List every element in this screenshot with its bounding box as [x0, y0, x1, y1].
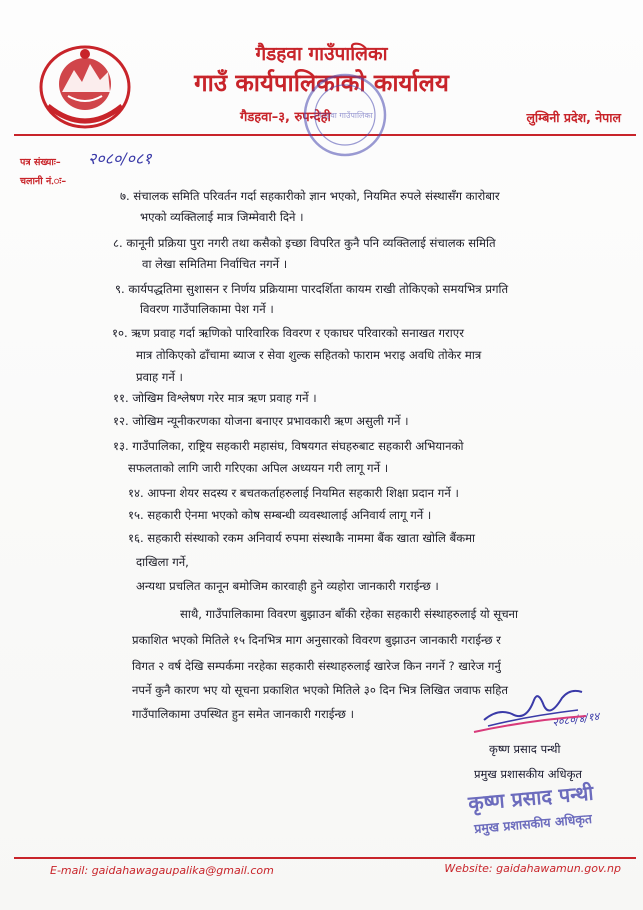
footer-email: E-mail: gaidahawagaupalika@gmail.com: [50, 864, 274, 877]
body-line: प्रवाह गर्ने ।: [136, 370, 183, 384]
letter-number-value: २०८०/०८१: [88, 149, 152, 168]
body-line: १३. गाउँपालिका, राष्ट्रिय सहकारी महासंघ, विषयगत संघहरुबाट सहकारी अभियानको: [113, 439, 464, 453]
signature-date: २०८०/४/१४: [551, 709, 601, 730]
body-line: ११. जोखिम विश्लेषण गरेर मात्र ऋण प्रवाह गर्ने ।: [113, 391, 317, 405]
footer-website: Website: gaidahawamun.gov.np: [444, 862, 621, 875]
body-line: प्रकाशित भएको मितिले १५ दिनभित्र माग अनुसारको विवरण बुझाउन जानकारी गराईन्छ र: [132, 633, 501, 647]
body-line: भएको व्यक्तिलाई मात्र जिम्मेवारी दिने ।: [140, 210, 304, 224]
province-name: लुम्बिनी प्रदेश, नेपाल: [526, 110, 621, 125]
office-address: गैडहवा–३, रुपन्देही: [240, 110, 331, 125]
body-line: १२. जोखिम न्यूनीकरणका योजना बनाएर प्रभावकारी ऋण असुली गर्ने ।: [113, 414, 409, 428]
office-seal-icon: [300, 70, 390, 160]
body-line: साथै, गाउँपालिकामा विवरण बुझाउन बाँकी रहेका सहकारी संस्थाहरुलाई यो सूचना: [180, 607, 518, 621]
body-line: ९. कार्यपद्धतिमा सुशासन र निर्णय प्रक्रियामा पारदर्शिता कायम राखी तोकिएको समयभित्र प्रगति: [115, 282, 509, 296]
municipality-name: गैडहवा गाउँपालिका: [255, 43, 388, 65]
signatory-name: कृष्ण प्रसाद पन्थी: [489, 742, 561, 756]
body-line: मात्र तोकिएको ढाँचामा ब्याज र सेवा शुल्क सहितको फाराम भराइ अवधि तोकेर मात्र: [136, 348, 482, 362]
body-line: १०. ऋण प्रवाह गर्दा ऋणिको पारिवारिक विवरण र एकाघर परिवारको सनाखत गराएर: [112, 326, 464, 340]
body-line: १४. आफ्ना शेयर सदस्य र बचतकर्ताहरुलाई नियमित सहकारी शिक्षा प्रदान गर्ने ।: [128, 486, 459, 500]
body-line: विवरण गाउँपालिकामा पेश गर्ने ।: [140, 302, 274, 316]
body-line: सफलताको लागि जारी गरिएका अपिल अध्ययन गरी लागू गर्ने ।: [128, 461, 389, 475]
body-line: ७. संचालक समिति परिवर्तन गर्दा सहकारीको ज्ञान भएको, नियमित रुपले संस्थासँग कारोबार: [120, 189, 500, 203]
body-line: १५. सहकारी ऐनमा भएको कोष सम्बन्धी व्यवस्थालाई अनिवार्य लागू गर्ने ।: [128, 508, 432, 522]
body-line: वा लेखा समितिमा निर्वाचित नगर्ने ।: [142, 257, 288, 271]
body-line: दाखिला गर्ने,: [136, 555, 189, 569]
signatory-title: प्रमुख प्रशासकीय अधिकृत: [474, 767, 582, 781]
name-stamp: कृष्ण प्रसाद पन्थी: [467, 780, 595, 816]
body-line: अन्यथा प्रचलित कानून बमोजिम कारवाही हुने व्यहोरा जानकारी गराईन्छ ।: [136, 579, 439, 593]
title-stamp: प्रमुख प्रशासकीय अधिकृत: [473, 810, 593, 837]
body-line: नपर्ने कुनै कारण भए यो सूचना प्रकाशित भएको मितिले ३० दिन भित्र लिखित जवाफ सहित: [132, 683, 508, 697]
signature-underline-icon: [470, 712, 590, 736]
body-line: विगत २ वर्ष देखि सम्पर्कमा नरहेका सहकारी संस्थाहरुलाई खारेज किन नगर्ने ? खारेज गर्नु: [132, 659, 501, 673]
office-seal-text: गैडहवा गाउँपालिका: [317, 111, 373, 120]
body-line: ८. कानूनी प्रक्रिया पुरा नगरी तथा कसैको इच्छा विपरित कुनै पनि व्यक्तिलाई संचालक समिति: [113, 236, 496, 250]
office-name: गाउँ कार्यपालिकाको कार्यालय: [194, 69, 449, 97]
footer-divider: [14, 857, 636, 859]
letter-number-label: पत्र संख्याः–: [20, 157, 61, 168]
dispatch-number-label: चलानी नं.ः–: [20, 176, 67, 187]
body-line: गाउँपालिकामा उपस्थित हुन समेत जानकारी गराईन्छ ।: [132, 707, 354, 721]
body-line: १६. सहकारी संस्थाको रकम अनिवार्य रुपमा संस्थाकै नाममा बैंक खाता खोलि बैंकमा: [128, 531, 476, 545]
